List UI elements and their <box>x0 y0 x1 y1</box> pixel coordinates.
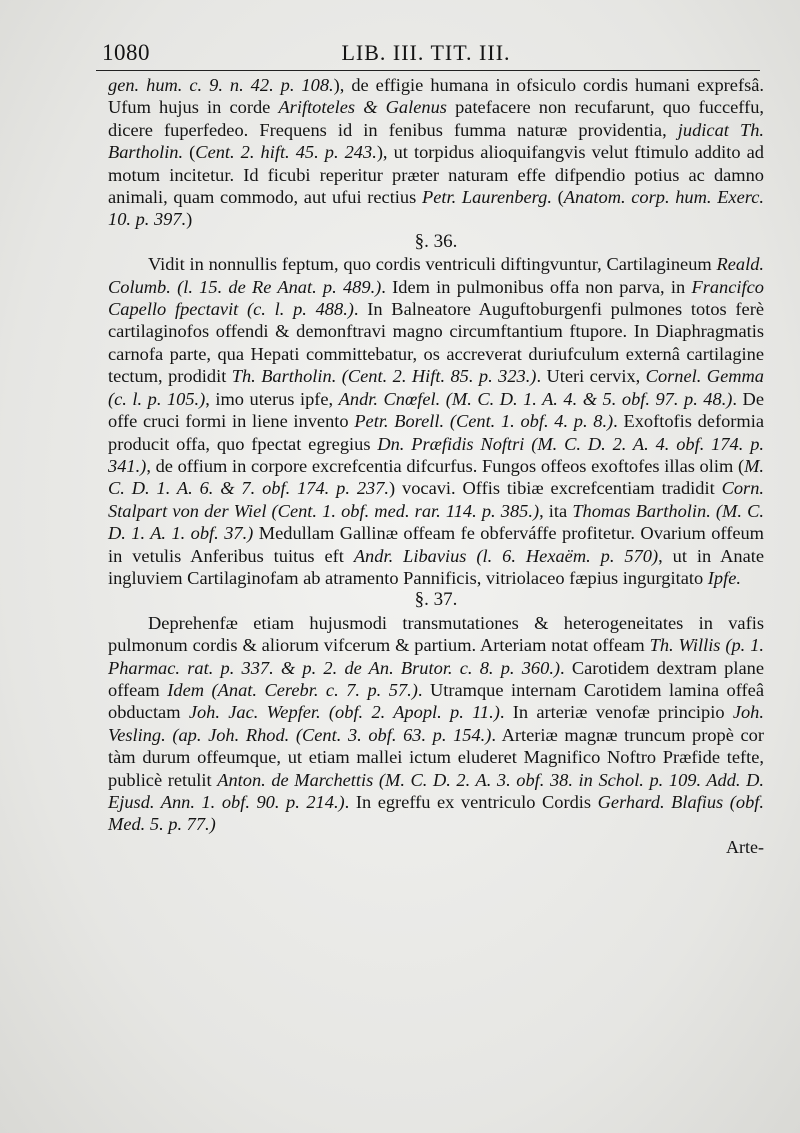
page-header <box>96 40 756 70</box>
citation-text: Th. Bartholin. (Cent. 2. Hift. 85. p. 323.) <box>231 366 537 387</box>
citation-text: Corn. Stalpart von der Wiel (Cent. 1. obf. med. rar. 114. p. 385.) <box>108 478 764 521</box>
citation-text: Andr. Cnœfel. (M. C. D. 1. A. 4. & 5. obf. 97. p. 48.) <box>338 388 733 409</box>
citation-text: Th. Willis (p. 1. Pharmac. rat. p. 337. & p. 2. de An. Brutor. c. 8. p. 360.) <box>108 635 764 678</box>
text-run: , imo uterus ipfe, <box>205 388 339 409</box>
text-run: ), de effigie humana in ofsiculo cordis humani exprefsâ. Ufum hujus in corde <box>108 75 764 118</box>
citation-text: Ipfe. <box>707 567 741 588</box>
citation-text: Ariftoteles & Galenus <box>278 97 447 118</box>
section-heading: §. 36. <box>414 230 458 252</box>
header-rule <box>96 70 760 71</box>
text-run: . Carotidem dextram plane offeam <box>108 657 764 700</box>
citation-text: Cent. 2. hift. 45. p. 243. <box>195 142 377 163</box>
citation-text: Thomas Bartholin. (M. C. D. 1. A. 1. obf. 37.) <box>108 500 764 544</box>
text-run: , de offium in corpore excrefcentia difcurfus. Fungos offeos exoftofes illas olim ( <box>146 455 745 476</box>
text-run: . In egreffu ex ventriculo Cordis <box>344 792 598 812</box>
citation-text: Petr. Laurenberg. <box>421 187 552 208</box>
running-title: LIB. III. TIT. III. <box>341 40 511 65</box>
citation-text: Gerhard. Blafius (obf. Med. 5. p. 77.) <box>108 792 764 835</box>
citation-text: M. C. D. 1. A. 6. & 7. obf. 174. p. 237. <box>108 455 764 499</box>
main-text <box>108 74 764 858</box>
text-run: ) <box>186 209 193 230</box>
text-run: Deprehenfæ etiam hujusmodi transmutationes & heterogeneitates in vafis pulmonum cordis & aliorum vifcerum & partium. Arteriam notat offeam <box>108 612 764 656</box>
text-run: patefacere non recufarunt, quo fucceffu, dicere fuperfedeo. Frequens id in fenibus fumma naturæ providentia, <box>108 97 764 140</box>
citation-text: Reald. Columb. (l. 15. de Re Anat. p. 489.) <box>108 254 764 297</box>
citation-text: Anton. de Marchettis (M. C. D. 2. A. 3. obf. 38. in Schol. p. 109. Add. D. Ejusd. Ann. 1. obf. 90. p. 214.) <box>108 769 764 812</box>
citation-text: Andr. Libavius (l. 6. Hexaëm. p. 570) <box>353 545 659 566</box>
text-run: ), ut torpidus alioquifangvis velut ftimulo addito ad motum incitetur. Id ficubi reperitur præter naturam effe difpendio potius ac damno animali, quam commodo, aut ufui rectius <box>108 142 764 208</box>
citation-text: Joh. Jac. Wepfer. (obf. 2. Apopl. p. 11.) <box>188 702 500 723</box>
text-run: . In Balneatore Auguftoburgenfi pulmones totos ferè cartilaginofos offendi & demonftravi magno circumftantium ftupore. In Diaphragmatis carnofa parte, qua Hepati committebatur, os accreverat duriufculum externâ cartilagine tectum, prodidit <box>108 299 764 387</box>
citation-text: gen. hum. c. 9. n. 42. p. 108. <box>108 75 334 95</box>
citation-text: Dn. Præfidis Noftri (M. C. D. 2. A. 4. obf. 174. p. 341.) <box>108 433 764 476</box>
text-run: ) vocavi. Offis tibiæ excrefcentiam tradidit <box>389 478 722 499</box>
catchword: Arte- <box>726 836 764 857</box>
paragraph <box>108 74 764 231</box>
text-run: ( <box>183 142 196 163</box>
text-run: . De offe cruci formi in liene invento <box>108 388 764 432</box>
text-run: Vidit in nonnullis feptum, quo cordis ventriculi diftingvuntur, Cartilagineum <box>148 254 717 275</box>
citation-text: Francifco Capello fpectavit (c. l. p. 488.) <box>108 276 764 320</box>
paragraph <box>108 612 764 836</box>
page-number: 1080 <box>102 40 150 65</box>
text-run: , ita <box>539 500 573 521</box>
text-run: . Idem in pulmonibus offa non parva, in <box>381 276 692 297</box>
citation-text: Cornel. Gemma (c. l. p. 105.) <box>108 366 764 409</box>
text-run: . Exoftofis deformia producit offa, quo fpectat egregius <box>108 411 764 454</box>
text-run: . Arteriæ magnæ truncum propè cor tàm durum offeumque, ut etiam mallei ictum eluderet Magnifico Noftro Præfide tefte, publicè retulit <box>108 724 765 790</box>
text-run: . Uteri cervix, <box>536 366 646 387</box>
text-run: . In arteriæ venofæ principio <box>499 702 733 723</box>
citation-text: Anatom. corp. hum. Exerc. 10. p. 397. <box>108 187 764 230</box>
citation-text: Joh. Vesling. (ap. Joh. Rhod. (Cent. 3. obf. 63. p. 154.) <box>108 702 764 745</box>
text-run: Medullam Gallinæ offeam fe obferváffe profitetur. Ovarium offeum in vetulis Anferibus tuitus eft <box>108 523 764 566</box>
text-run: , ut in Anate ingluviem Cartilaginofam ab atramento Pannificis, vitriolaceo fæpius ingurgitato <box>108 545 764 588</box>
text-run: ( <box>551 187 564 208</box>
citation-text: Petr. Borell. (Cent. 1. obf. 4. p. 8.) <box>354 411 614 432</box>
section-heading: §. 37. <box>414 589 458 611</box>
text-run: . Utramque internam Carotidem lamina offeâ obductam <box>108 679 764 723</box>
citation-text: judicat Th. Bartholin. <box>108 119 765 163</box>
paragraph <box>108 253 764 589</box>
citation-text: Idem (Anat. Cerebr. c. 7. p. 57.) <box>167 679 418 700</box>
